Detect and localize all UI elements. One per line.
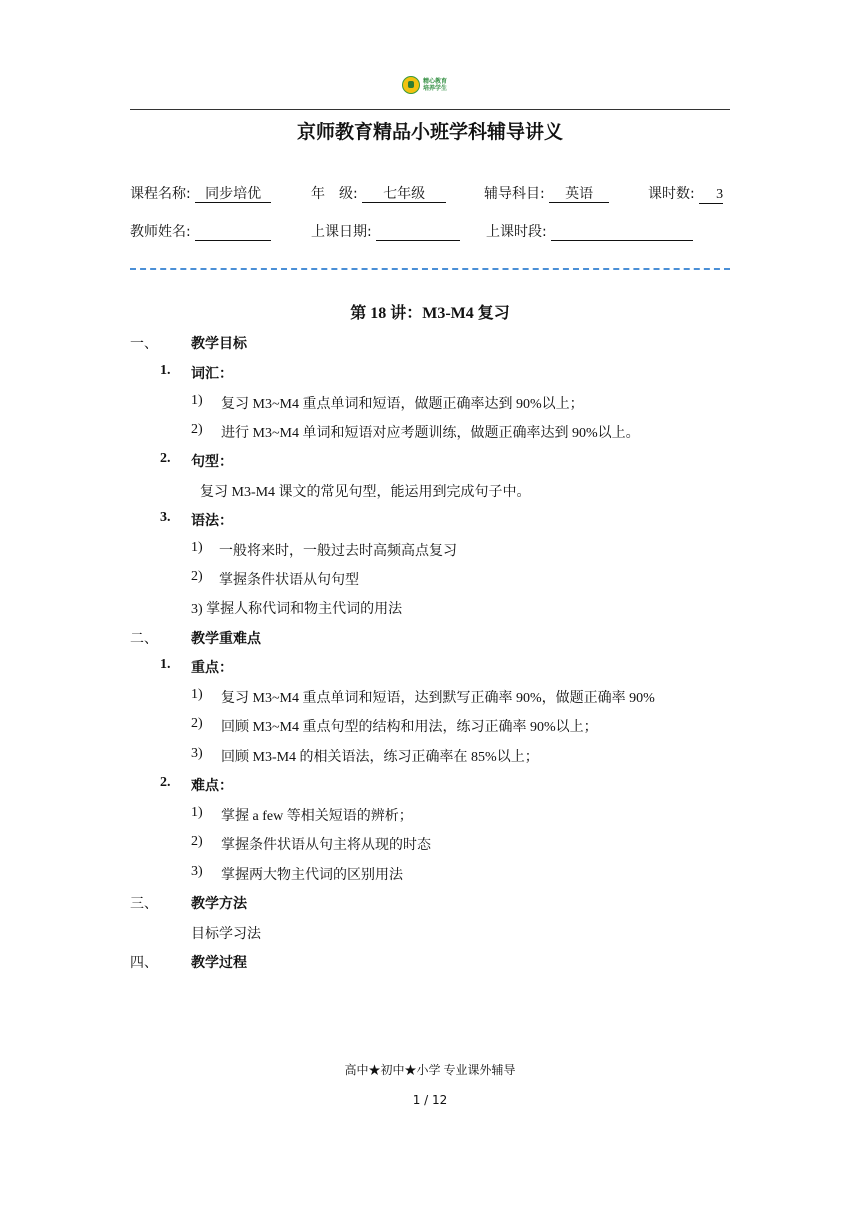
s1-sub3-item3-text: 3) 掌握人称代词和物主代词的用法 — [191, 602, 403, 617]
hours-value: 3 — [699, 187, 723, 204]
s1-sub2-text: 复习 M3-M4 课文的常见句型，能运用到完成句子中。 — [200, 485, 531, 500]
s1-sub3-number: 3. — [160, 510, 171, 525]
s1-sub1-item1-number: 1) — [191, 393, 203, 408]
logo-line-1: 精心教育 — [423, 78, 448, 85]
s2-sub2-item2-number: 2) — [191, 834, 203, 849]
s2-sub1-item2-text: 回顾 M3~M4 重点句型的结构和用法，练习正确率 90%以上； — [221, 720, 598, 735]
teacher-label: 教师姓名: — [130, 224, 191, 240]
logo — [402, 76, 447, 94]
subject-label: 辅导科目: — [484, 186, 545, 202]
s1-sub2-title: 句型： — [191, 454, 233, 470]
section-4-number: 四、 — [130, 955, 158, 971]
s1-sub3-item2-text: 掌握条件状语从句句型 — [219, 573, 359, 588]
lecture-title: 第 18 讲：M3-M4 复习 — [350, 305, 510, 322]
s2-sub2-item2-text: 掌握条件状语从句主将从现的时态 — [221, 838, 431, 853]
s1-sub1-title: 词汇： — [191, 366, 233, 382]
course-field — [130, 183, 271, 203]
s2-sub1-title: 重点： — [191, 660, 233, 676]
period-blank — [551, 224, 693, 241]
s2-sub1-number: 1. — [160, 657, 171, 672]
dashed-divider — [130, 268, 730, 270]
section-1-number: 一、 — [130, 336, 158, 352]
course-label: 课程名称: — [130, 186, 191, 202]
s1-sub3-item1-text: 一般将来时，一般过去时高频高点复习 — [219, 544, 457, 559]
s2-sub2-item1-number: 1) — [191, 805, 203, 820]
s1-sub3-item1-number: 1) — [191, 540, 203, 555]
s2-sub2-number: 2. — [160, 775, 171, 790]
period-field — [486, 221, 693, 241]
subject-value: 英语 — [549, 186, 609, 203]
s1-sub1-item1-text: 复习 M3~M4 重点单词和短语，做题正确率达到 90%以上； — [221, 397, 584, 412]
date-blank — [376, 224, 460, 241]
section-4-title: 教学过程 — [191, 955, 247, 971]
grade-label: 年 级: — [311, 186, 358, 202]
s2-sub1-item2-number: 2) — [191, 716, 203, 731]
teacher-field — [130, 221, 271, 241]
s2-sub2-item3-number: 3) — [191, 864, 203, 879]
section-1-title: 教学目标 — [191, 336, 247, 352]
section-2-title: 教学重难点 — [191, 631, 261, 647]
s1-sub1-item2-text: 进行 M3~M4 单词和短语对应考题训练，做题正确率达到 90%以上。 — [221, 426, 640, 441]
period-label: 上课时段: — [486, 224, 547, 240]
s2-sub1-item1-number: 1) — [191, 687, 203, 702]
hours-field — [648, 183, 723, 204]
s1-sub3-title: 语法： — [191, 513, 233, 529]
s1-sub3-item2-number: 2) — [191, 569, 203, 584]
section-2-number: 二、 — [130, 631, 158, 647]
logo-text — [423, 78, 447, 92]
teacher-blank — [195, 224, 271, 241]
s2-sub2-title: 难点： — [191, 778, 233, 794]
section-3-title: 教学方法 — [191, 896, 247, 912]
grade-value: 七年级 — [362, 186, 446, 203]
s1-sub1-item2-number: 2) — [191, 422, 203, 437]
page-number: 1 / 12 — [412, 1093, 448, 1107]
footer-text: 高中★初中★小学 专业课外辅导 — [344, 1063, 516, 1077]
s2-sub1-item3-number: 3) — [191, 746, 203, 761]
hours-label: 课时数: — [648, 186, 695, 202]
s2-sub1-item1-text: 复习 M3~M4 重点单词和短语，达到默写正确率 90%，做题正确率 90% — [221, 691, 655, 706]
logo-emblem-icon — [402, 76, 420, 94]
course-value: 同步培优 — [195, 186, 271, 203]
section-3-text: 目标学习法 — [191, 927, 261, 942]
s2-sub1-item3-text: 回顾 M3-M4 的相关语法，练习正确率在 85%以上； — [221, 750, 539, 765]
date-label: 上课日期: — [311, 224, 372, 240]
section-3-number: 三、 — [130, 896, 158, 912]
subject-field — [484, 183, 609, 203]
logo-line-2: 培养学生 — [423, 85, 448, 92]
s2-sub2-item1-text: 掌握 a few 等相关短语的辨析； — [221, 809, 413, 824]
s1-sub2-number: 2. — [160, 451, 171, 466]
s1-sub1-number: 1. — [160, 363, 171, 378]
grade-field — [311, 183, 446, 203]
date-field — [311, 221, 460, 241]
header-rule — [130, 109, 730, 110]
document-title: 京师教育精品小班学科辅导讲义 — [296, 121, 563, 143]
s2-sub2-item3-text: 掌握两大物主代词的区别用法 — [221, 868, 403, 883]
